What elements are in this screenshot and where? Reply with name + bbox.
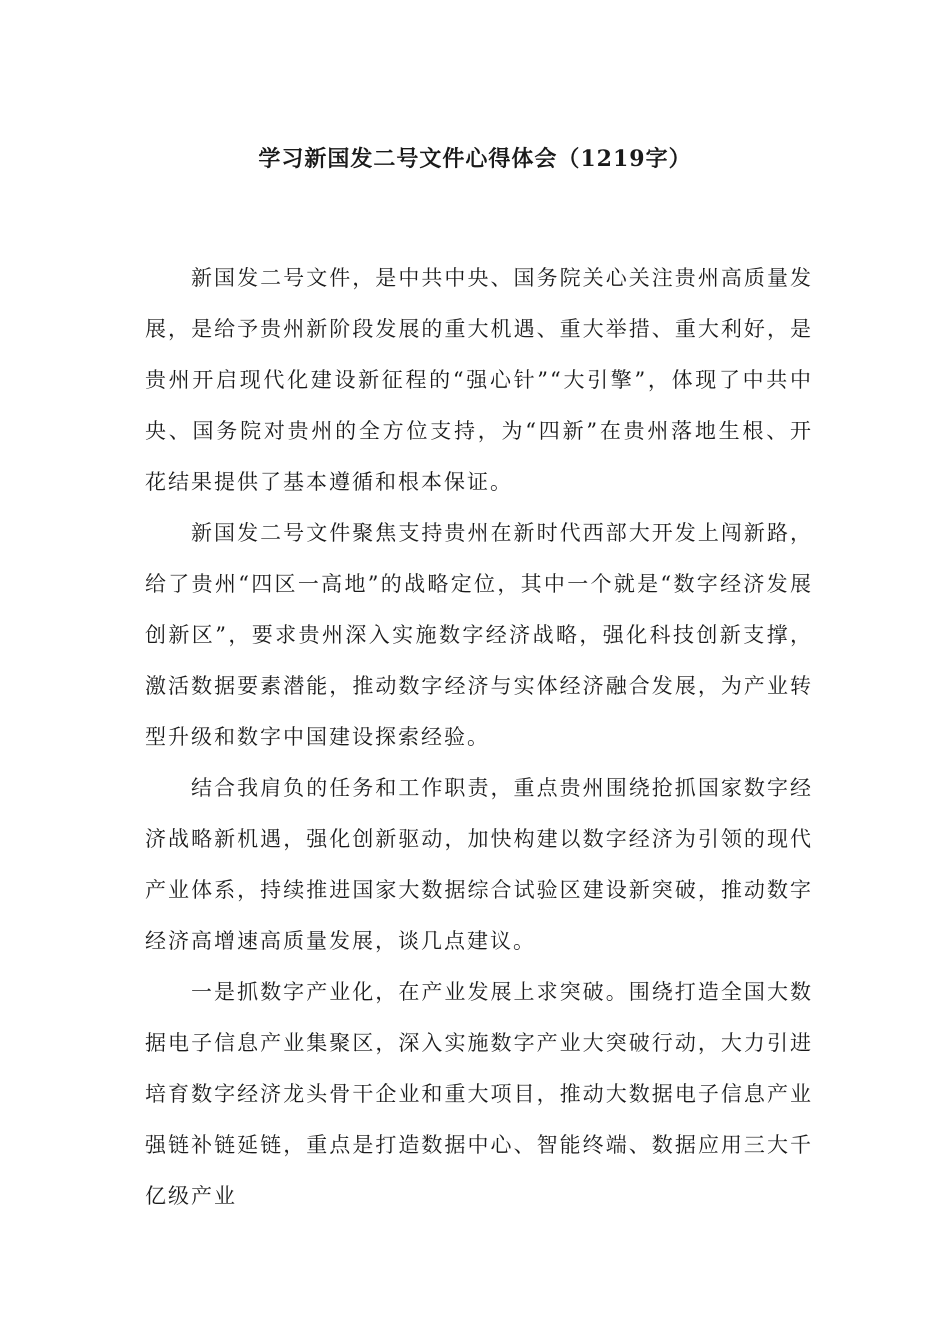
paragraph-1: 新国发二号文件，是中共中央、国务院关心关注贵州高质量发展，是给予贵州新阶段发展的重大机遇、重大举措、重大利好，是贵州开启现代化建设新征程的“强心针”“大引擎”，体现了中共中央、国务院对贵州的全方位支持，为“四新”在贵州落地生根、开花结果提供了基本遵循和根本保证。	[145, 266, 813, 494]
paragraph-2: 新国发二号文件聚焦支持贵州在新时代西部大开发上闯新路，给了贵州“四区一高地”的战略定位，其中一个就是“数字经济发展创新区”，要求贵州深入实施数字经济战略，强化科技创新支撑，激活数据要素潜能，推动数字经济与实体经济融合发展，为产业转型升级和数字中国建设探索经验。	[145, 521, 813, 749]
document-title: 学习新国发二号文件心得体会（1219字）	[258, 146, 692, 172]
document-body	[145, 253, 813, 1222]
paragraph-3: 结合我肩负的任务和工作职责，重点贵州围绕抢抓国家数字经济战略新机遇，强化创新驱动，加快构建以数字经济为引领的现代产业体系，持续推进国家大数据综合试验区建设新突破，推动数字经济高增速高质量发展，谈几点建议。	[145, 776, 813, 953]
paragraph-4: 一是抓数字产业化，在产业发展上求突破。围绕打造全国大数据电子信息产业集聚区，深入实施数字产业大突破行动，大力引进培育数字经济龙头骨干企业和重大项目，推动大数据电子信息产业强链补链延链，重点是打造数据中心、智能终端、数据应用三大千亿级产业	[145, 980, 813, 1208]
